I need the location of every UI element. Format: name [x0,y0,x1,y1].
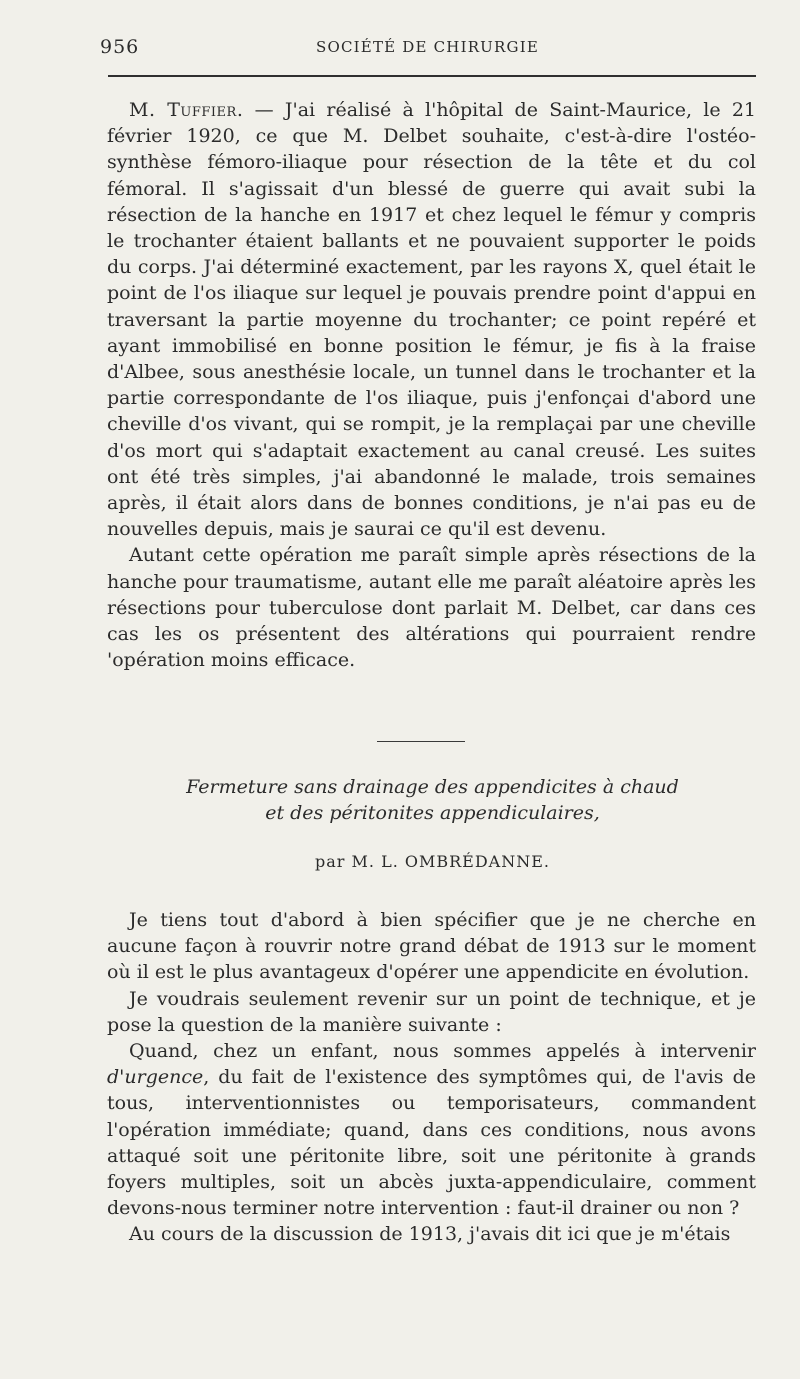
speaker-name: M. Tuffier. [129,99,244,121]
section-separator [377,741,465,742]
paragraph: Autant cette opération me paraît simple après résections de la hanche pour traumatisme, autant elle me paraît aléatoire après les résections pour tuberculose dont parlait M. Delbet, car dans ces cas les os présentent des altérations qui pourraient rendre 'opération moins efficace. [107,544,756,672]
article-byline: par M. L. OMBRÉDANNE. [315,852,550,871]
running-header [100,36,755,60]
article-title-line-2: et des péritonites appendiculaires, [265,802,600,824]
italic-emphasis: d'urgence [107,1066,204,1089]
paragraph: Je voudrais seulement revenir sur un point de technique, et je pose la question de la manière suivante : [107,987,756,1036]
paragraph [107,1038,756,1221]
ombredanne-article-body [107,907,756,1248]
running-title: SOCIÉTÉ DE CHIRURGIE [316,38,539,56]
paragraph: Je tiens tout d'abord à bien spécifier que je ne cherche en aucune façon à rouvrir notre grand débat de 1913 sur le moment où il est le plus avantageux d'opérer une appendicite en évolution. [107,909,756,984]
paragraph [107,97,756,542]
paragraph-text: — J'ai réalisé à l'hôpital de Saint-Maurice, le 21 février 1920, ce que M. Delbet souhaite, c'est-à-dire l'ostéo-synthèse fémoro-iliaque pour résection de la tête et du col fémoral. Il s'agissait d'un blessé de guerre qui avait subi la résection de la hanche en 1917 et chez lequel le fémur y compris le trochanter étaient ballants et ne pouvaient supporter le poids du corps. J'ai déterminé exactement, par les rayons X, quel était le point de l'os iliaque sur lequel je pouvais prendre point d'appui en traversant la partie moyenne du trochanter; ce point repéré et ayant immobilisé en bonne position le fémur, je fis à la fraise d'Albee, sous anesthésie locale, un tunnel dans le trochanter et la partie correspondante de l'os iliaque, puis j'enfonçai d'abord une cheville d'os vivant, qui se rompit, je la remplaçai par une cheville d'os mort qui s'adaptait exactement au canal creusé. Les suites ont été très simples, j'ai abandonné le malade, trois semaines après, il était alors dans de bonnes conditions, je n'ai pas eu de nouvelles depuis, mais je saurai ce qu'il est devenu. [107,99,757,541]
paragraph-text: , du fait de l'existence des symptômes qui, de l'avis de tous, interventionnistes ou temporisateurs, commandent l'opération immédiate; quand, dans ces conditions, nous avons attaqué soit une péritonite libre, soit une péritonite à grands foyers multiples, soit un abcès juxta-appendiculaire, comment devons-nous terminer notre intervention : faut-il drainer ou non ? [107,1066,756,1220]
article-title-line-1: Fermeture sans drainage des appendicites à chaud [186,776,679,798]
article-title [110,774,755,826]
page-number: 956 [100,36,140,58]
paragraph: Au cours de la discussion de 1913, j'avais dit ici que je m'étais [129,1223,731,1246]
header-rule [108,75,756,77]
tuffier-remarks [107,97,756,673]
paragraph-text: Quand, chez un enfant, nous sommes appelés à intervenir [129,1040,756,1063]
